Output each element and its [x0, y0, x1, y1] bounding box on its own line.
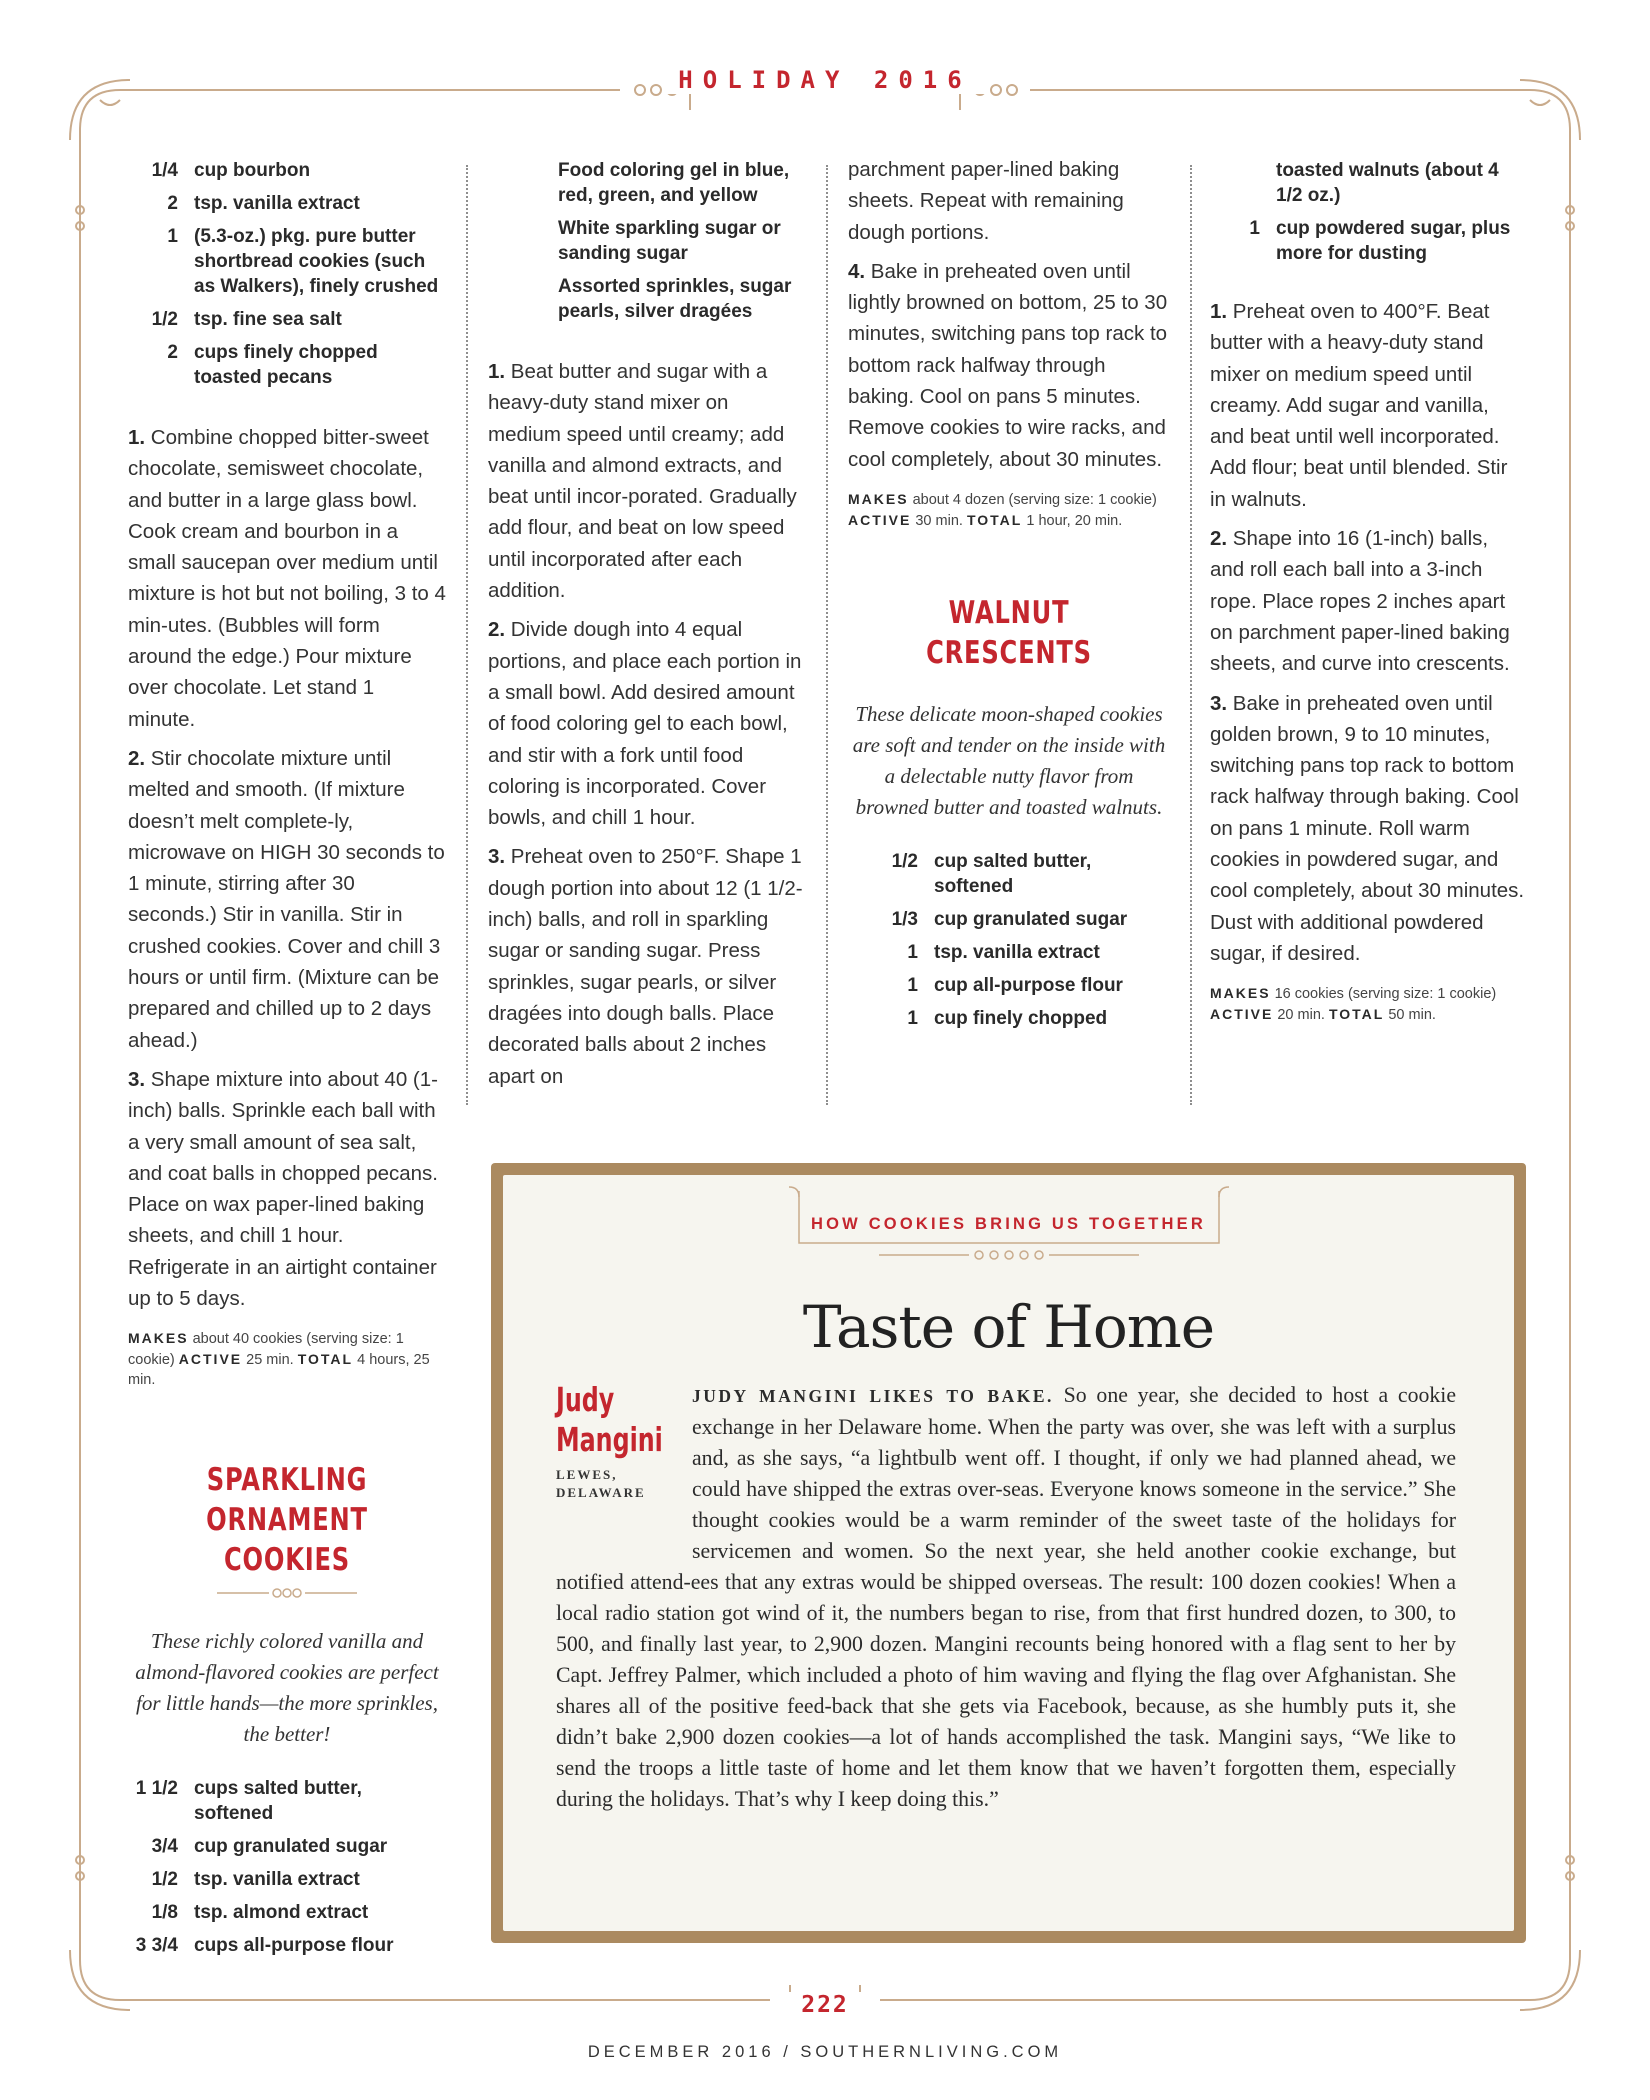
byline [556, 1380, 692, 1566]
ingredient-item: 1 cup all-purpose flour [907, 974, 1123, 996]
recipe-step: 4. Bake in preheated oven until lightly browned on bottom, 25 to 30 minutes, switching pans top rack to bottom rack halfway through baking. Cool on pans 5 minutes. Remove cookies to wire racks, and cool completely, about 30 minutes. [848, 259, 1168, 471]
running-head: HOLIDAY 2016 [0, 66, 1650, 94]
recipe-yield: MAKES about 40 cookies (serving size: 1 cookie) ACTIVE 25 min. TOTAL 4 hours, 25 min. [128, 1330, 430, 1389]
ingredient-list [848, 849, 1170, 1031]
recipe-intro: These richly colored vanilla and almond-flavored cookies are perfect for little hands—the more sprinkles, the better! [135, 1629, 439, 1747]
ingredient-item: Assorted sprinkles, sugar pearls, silver dragées [558, 276, 792, 322]
column-divider [1190, 165, 1192, 1105]
ingredient-item: 1 (5.3-oz.) pkg. pure butter shortbread cookies (such as Walkers), finely crushed [167, 226, 439, 297]
sidebar-kicker-text: HOW COOKIES BRING US TOGETHER [810, 1215, 1206, 1233]
recipe-step: 3. Preheat oven to 250°F. Shape 1 dough portion into about 12 (1 1/2-inch) balls, and roll in sparkling sugar or sanding sugar. Press sprinkles, sugar pearls, or silver dragées into dough balls. Place decorated balls about 2 inches apart on [488, 845, 803, 1088]
recipe-step: 1. Preheat oven to 400°F. Beat butter with a heavy-duty stand mixer on medium speed until creamy. Add sugar and vanilla, and beat until well incorporated. Add flour; beat until blended. Stir in walnuts. [1210, 300, 1508, 511]
recipe-step: parchment paper-lined baking sheets. Repeat with remaining dough portions. [848, 158, 1124, 244]
column-divider [826, 165, 828, 1105]
recipe-step: 3. Bake in preheated oven until golden brown, 9 to 10 minutes, switching pans top rack to bottom rack halfway through baking. Cool on pans 1 minute. Roll warm cookies in powdered sugar, and cool completely, about 30 minutes. Dust with additional powdered sugar, if desired. [1210, 691, 1525, 965]
ingredient-item: 1/2 tsp. fine sea salt [151, 309, 342, 330]
column-1 [128, 158, 446, 1966]
recipe-yield: MAKES about 4 dozen (serving size: 1 cookie) ACTIVE 30 min. TOTAL 1 hour, 20 min. [848, 490, 1157, 529]
ingredient-item: 1 1/2 cups salted butter, softened [135, 1778, 362, 1825]
ornament-divider [217, 1586, 357, 1600]
ingredient-item: 1/2 tsp. vanilla extract [151, 1869, 360, 1891]
recipe-step: 3. Shape mixture into about 40 (1-inch) balls. Sprinkle each ball with a very small amount of sea salt, and coat balls in chopped pecans. Place on wax paper-lined baking sheets, and chill 1 hour. Refrigerate in an airtight container up to 5 days. [128, 1067, 439, 1311]
person-name: Judy Mangini [556, 1380, 663, 1459]
ingredient-item: 1 tsp. vanilla extract [907, 941, 1100, 963]
sidebar-body [556, 1380, 1456, 1815]
column-3 [848, 158, 1170, 1039]
person-location: LEWES, DELAWARE [556, 1467, 646, 1500]
ingredient-list [128, 1776, 446, 1958]
ingredient-list [128, 158, 446, 390]
column-4 [1210, 158, 1526, 1025]
sidebar-text: So one year, she decided to host a cookie exchange in her Delaware home. When the party was over, she was left with a surplus and, as she says, “a lightbulb went off. I thought, if only we had planned ahead, we could have shipped the extras over-seas. Everyone knows someone in the service.” She thought cookies would be a warm reminder of the sweet taste of the holidays for servicemen and women. So the next year, she held another cookie exchange, but notified attend-ees that any extras would be shipped overseas. The result: 100 dozen cookies! When a local radio station got wind of it, the numbers began to rise, from that first hundred dozen, to 300, to 500, and finally last year, to 2,900 dozen. Mangini recounts being honored with a flag sent to her by Capt. Jeffrey Palmer, which included a photo of him waving and flying the flag over Afghanistan. She shares all of the positive feed-back that she gets via Facebook, because, as she humbly puts it, she didn’t bake 2,900 dozen cookies—a lot of hands accomplished the task. Mangini says, “We like to send the troops a little taste of home and let them know that we haven’t forgotten them, especially during the holidays. That’s why I keep doing this.” [556, 1383, 1456, 1811]
recipe-intro: These delicate moon-shaped cookies are soft and tender on the inside with a delectable nutty flavor from browned butter and toasted walnuts. [852, 701, 1166, 819]
ingredient-list [1210, 158, 1526, 266]
ingredient-item: 1 cup finely chopped [907, 1007, 1108, 1029]
ingredient-item: Food coloring gel in blue, red, green, and yellow [558, 160, 790, 206]
recipe-step: 1. Beat butter and sugar with a heavy-duty stand mixer on medium speed until creamy; add vanilla and almond extracts, and beat until incor-porated. Gradually add flour, and beat on low speed until incorporated after each addition. [488, 360, 797, 603]
sidebar-title: Taste of Home [802, 1293, 1215, 1361]
ingredient-item: toasted walnuts (about 4 1/2 oz.) [1276, 160, 1499, 206]
ingredient-item: 1 cup powdered sugar, plus more for dusting [1249, 218, 1511, 264]
ingredient-list [488, 158, 804, 324]
ingredient-item: 1/8 tsp. almond extract [151, 1902, 369, 1924]
recipe-step: 2. Divide dough into 4 equal portions, and place each portion in a small bowl. Add desired amount of food coloring gel to each bowl, and stir with a fork until food coloring is incorporated. Cover bowls, and chill 1 hour. [488, 618, 802, 830]
ingredient-item: 2 cups finely chopped toasted pecans [167, 342, 378, 388]
column-2 [488, 158, 804, 1100]
sidebar-lead: JUDY MANGINI LIKES TO BAKE. [692, 1386, 1054, 1406]
recipe-step: 2. Stir chocolate mixture until melted and smooth. (If mixture doesn’t melt complete-ly, microwave on HIGH 30 seconds to 1 minute, stirring after 30 seconds.) Stir in vanilla. Stir in crushed cookies. Cover and chill 3 hours or until firm. (Mixture can be prepared and chilled up to 2 days ahead.) [128, 746, 445, 1052]
recipe-step: 1. Combine chopped bitter-sweet chocolate, semisweet chocolate, and butter in a large glass bowl. Cook cream and bourbon in a small saucepan over medium until mixture is hot but not boiling, 3 to 4 min-utes. (Bubbles will form around the edge.) Pour mixture over chocolate. Let stand 1 minute. [128, 426, 446, 731]
ingredient-item: 1/4 cup bourbon [151, 160, 311, 181]
recipe-title: SPARKLING ORNAMENT COOKIES [206, 1462, 368, 1579]
ingredient-item: 2 tsp. vanilla extract [167, 193, 360, 214]
recipe-step: 2. Shape into 16 (1-inch) balls, and roll each ball into a 3-inch rope. Place ropes 2 inches apart on parchment paper-lined baking sheets, and curve into crescents. [1210, 527, 1510, 676]
ingredient-item: White sparkling sugar or sanding sugar [558, 218, 781, 264]
recipe-yield: MAKES 16 cookies (serving size: 1 cookie) ACTIVE 20 min. TOTAL 50 min. [1210, 985, 1497, 1024]
sidebar-kicker [503, 1215, 1514, 1234]
recipe-title: WALNUT CRESCENTS [926, 594, 1092, 671]
ingredient-item: 3/4 cup granulated sugar [151, 1836, 388, 1858]
page-number: 222 [0, 1992, 1650, 2018]
page-footer: DECEMBER 2016 / SOUTHERNLIVING.COM [587, 2043, 1063, 2061]
column-divider [466, 165, 468, 1105]
ingredient-item: 1/2 cup salted butter, softened [891, 850, 1092, 897]
ingredient-item: 3 3/4 cups all-purpose flour [135, 1935, 394, 1957]
ingredient-item: 1/3 cup granulated sugar [891, 908, 1128, 930]
